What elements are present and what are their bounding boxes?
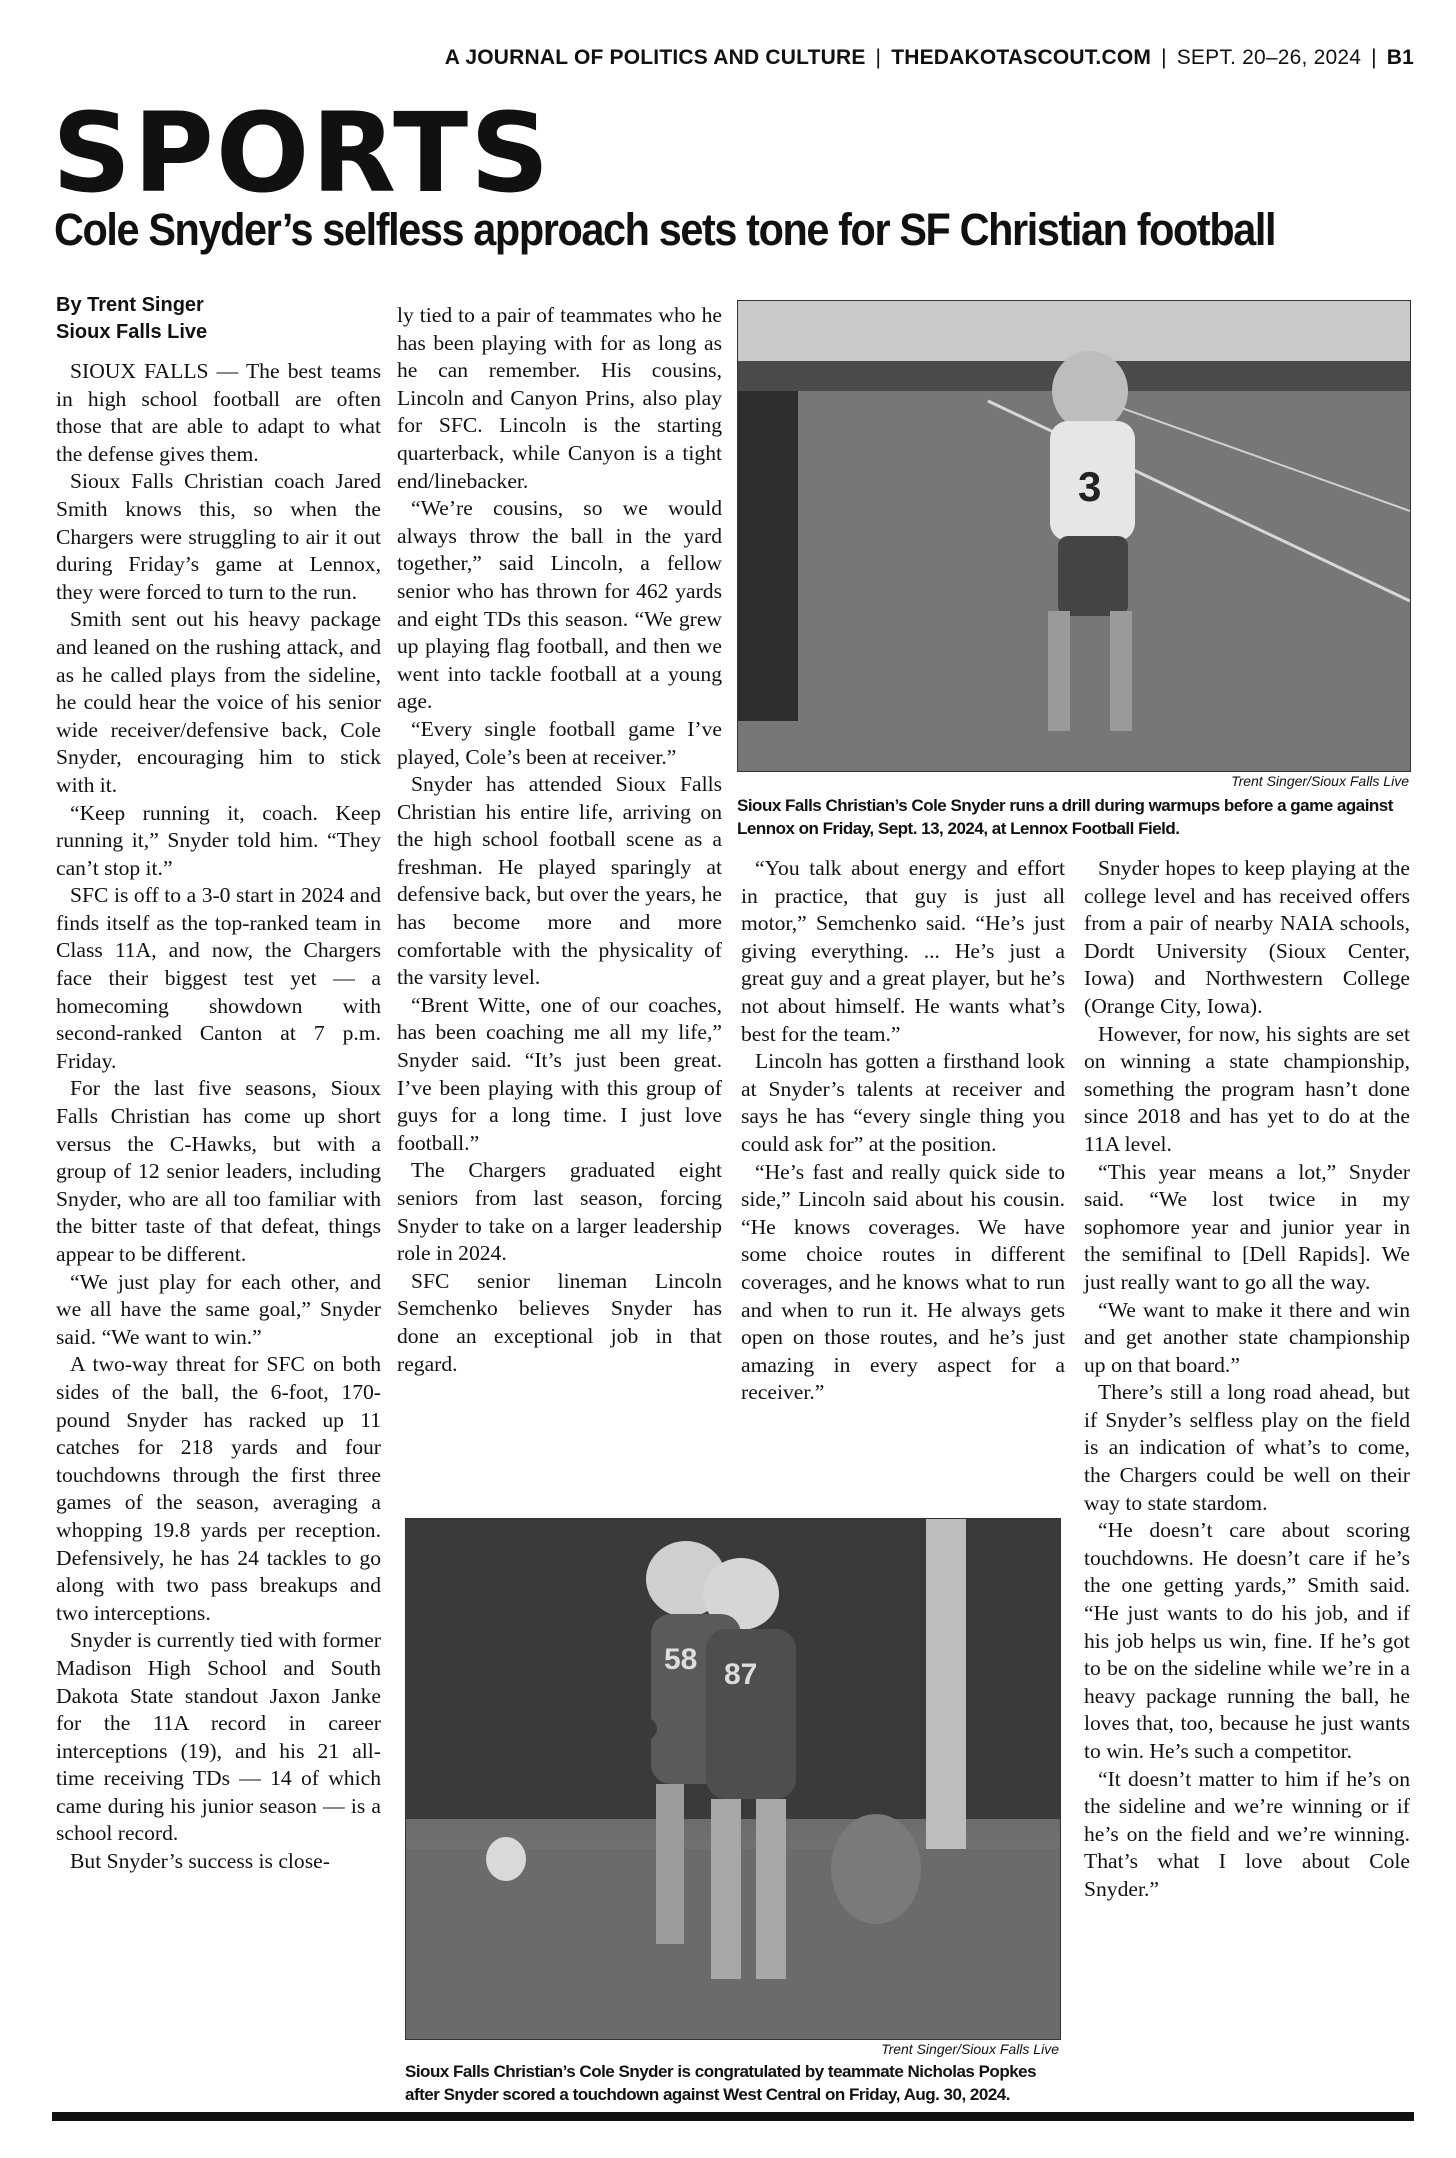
jersey-number: 87 xyxy=(724,1658,758,1691)
journal-tagline: A JOURNAL OF POLITICS AND CULTURE xyxy=(444,46,866,69)
paragraph: SFC is off to a 3-0 start in 2024 and finds itself as the top-ranked team in Class 11A, and now, the Chargers face their biggest test yet — a homecoming showdown with second-ranked Canton at 7 p.m. Friday. xyxy=(56,883,381,1073)
separator: | xyxy=(1371,46,1377,69)
paragraph: There’s still a long road ahead, but if Snyder’s selfless play on the field is an indication of what’s to come, the Chargers could be well on their way to state stardom. xyxy=(1084,1380,1410,1515)
photo-warmup-drill xyxy=(737,300,1411,772)
masthead xyxy=(0,46,1414,70)
photo-credit: Trent Singer/Sioux Falls Live xyxy=(1231,773,1409,789)
paragraph: “He doesn’t care about scoring touchdowns. He doesn’t care if he’s the one getting yards,” Smith said. “He just wants to do his job, and if his job helps us win, fine. If he’s got to be on the sideline while we’re in a heavy package running the ball, he loves that, too, because he just wants to win. He’s such a competitor. xyxy=(1084,1518,1410,1763)
paragraph: Snyder is currently tied with former Madison High School and South Dakota State standout Jaxon Janke for the 11A record in career interceptions (19), and his 21 all-time receiving TDs — 14 of which came during his junior season — is a school record. xyxy=(56,1628,381,1846)
paragraph: “You talk about energy and effort in practice, that guy is just all motor,” Semchenko said. “He’s just giving everything. ... He’s just a great guy and a great player, but he’s not about himself. He wants what’s best for the team.” xyxy=(741,856,1065,1046)
article-column-3 xyxy=(741,855,1065,1407)
paragraph: A two-way threat for SFC on both sides of the ball, the 6-foot, 170-pound Snyder has racked up 11 catches for 218 yards and four touchdowns through the first three games of the season, averaging a whopping 19.8 yards per reception. Defensively, he has 24 tackles to go along with two pass breakups and two interceptions. xyxy=(56,1352,381,1625)
byline-outlet: Sioux Falls Live xyxy=(56,321,208,343)
photo-credit: Trent Singer/Sioux Falls Live xyxy=(881,2041,1059,2057)
article-column-4 xyxy=(1084,855,1410,1904)
jersey-number: 58 xyxy=(664,1643,698,1676)
byline-author: By Trent Singer xyxy=(56,294,204,316)
footer-rule xyxy=(52,2112,1414,2121)
byline xyxy=(56,292,207,346)
page-number: B1 xyxy=(1386,46,1414,69)
paragraph: “It doesn’t matter to him if he’s on the sideline and we’re winning or if he’s on the field and we’re winning. That’s what I love about Cole Snyder.” xyxy=(1084,1766,1410,1901)
football xyxy=(605,1713,657,1745)
paragraph: “We just play for each other, and we all have the same goal,” Snyder said. “We want to win.” xyxy=(56,1269,381,1349)
paragraph: SIOUX FALLS — The best teams in high school football are often those that are able to adapt to what the defense gives them. xyxy=(56,359,381,466)
paragraph: The Chargers graduated eight seniors from last season, forcing Snyder to take on a larger leadership role in 2024. xyxy=(397,1158,722,1266)
paragraph: Lincoln has gotten a firsthand look at Snyder’s talents at receiver and says he has “every single thing you could ask for” at the position. xyxy=(741,1049,1065,1156)
paragraph: “We want to make it there and win and get another state championship up on that board.” xyxy=(1084,1297,1410,1377)
site-link[interactable]: THEDAKOTASCOUT.COM xyxy=(891,46,1152,69)
paragraph: “He’s fast and really quick side to side,” Lincoln said about his cousin. “He knows coverages. We have some choice routes in different coverages, and he knows what to run and when to run it. He always gets open on those routes, and he’s just amazing in every aspect for a receiver.” xyxy=(741,1159,1065,1405)
paragraph: Snyder hopes to keep playing at the college level and has received offers from a pair of nearby NAIA schools, Dordt University (Sioux Center, Iowa) and Northwestern College (Orange City, Iowa). xyxy=(1084,856,1410,1018)
jersey-number: 3 xyxy=(1078,463,1102,510)
paragraph: “Brent Witte, one of our coaches, has been coaching me all my life,” Snyder said. “It’s just been great. I’ve been playing with this group of guys for a long time. I just love football.” xyxy=(397,992,722,1155)
paragraph: For the last five seasons, Sioux Falls Christian has come up short versus the C-Hawks, but with a group of 12 senior leaders, including Snyder, who are all too familiar with the bitter taste of that defeat, things appear to be different. xyxy=(56,1076,381,1266)
section-title: SPORTS xyxy=(52,89,552,217)
photo-touchdown-celebration xyxy=(405,1518,1061,2040)
paragraph: “This year means a lot,” Snyder said. “We lost twice in my sophomore year and junior year in the semifinal to [Dell Rapids]. We just really want to go all the way. xyxy=(1084,1159,1410,1294)
issue-date: SEPT. 20–26, 2024 xyxy=(1176,46,1362,69)
separator: | xyxy=(1161,46,1167,69)
paragraph: SFC senior lineman Lincoln Semchenko believes Snyder has done an exceptional job in that regard. xyxy=(397,1268,722,1376)
separator: | xyxy=(875,46,882,69)
paragraph: However, for now, his sights are set on winning a state championship, something the program hasn’t done since 2018 and has yet to do at the 11A level. xyxy=(1084,1021,1410,1156)
headline: Cole Snyder’s selfless approach sets tone for SF Christian football xyxy=(54,204,1276,255)
photo-warmup-illustration xyxy=(738,301,1410,771)
article-column-1 xyxy=(56,358,381,1876)
paragraph: Smith sent out his heavy package and leaned on the rushing attack, and as he called plays from the sideline, he could hear the voice of his senior wide receiver/defensive back, Cole Snyder, encouraging him to stick with it. xyxy=(56,607,381,797)
paragraph: “Every single football game I’ve played, Cole’s been at receiver.” xyxy=(397,716,722,769)
paragraph: ly tied to a pair of teammates who he has been playing with for as long as he can remember. His cousins, Lincoln and Canyon Prins, also play for SFC. Lincoln is the starting quarterback, while Canyon is a tight end/linebacker. xyxy=(397,303,722,493)
paragraph: Sioux Falls Christian coach Jared Smith knows this, so when the Chargers were struggling to air it out during Friday’s game at Lennox, they were forced to turn to the run. xyxy=(56,469,381,604)
photo-celebration-illustration xyxy=(406,1519,1060,2039)
paragraph: “We’re cousins, so we would always throw the ball in the yard together,” said Lincoln, a fellow senior who has thrown for 462 yards and eight TDs this season. “We grew up playing flag football, and then we went into tackle football at a young age. xyxy=(397,496,722,714)
paragraph: But Snyder’s success is close- xyxy=(70,1849,330,1874)
photo-caption: Sioux Falls Christian’s Cole Snyder is congratulated by teammate Nicholas Popkes after Snyder scored a touchdown against West Central on Friday, Aug. 30, 2024. xyxy=(405,2062,1037,2104)
paragraph: Snyder has attended Sioux Falls Christian his entire life, arriving on the high school football scene as a freshman. He played sparingly at defensive back, but over the years, he has become more and more comfortable with the physicality of the varsity level. xyxy=(397,772,722,990)
article-column-2 xyxy=(397,302,722,1378)
photo-caption: Sioux Falls Christian’s Cole Snyder runs a drill during warmups before a game against Lennox on Friday, Sept. 13, 2024, at Lennox Football Field. xyxy=(737,796,1393,838)
paragraph: “Keep running it, coach. Keep running it,” Snyder told him. “They can’t stop it.” xyxy=(56,800,381,880)
